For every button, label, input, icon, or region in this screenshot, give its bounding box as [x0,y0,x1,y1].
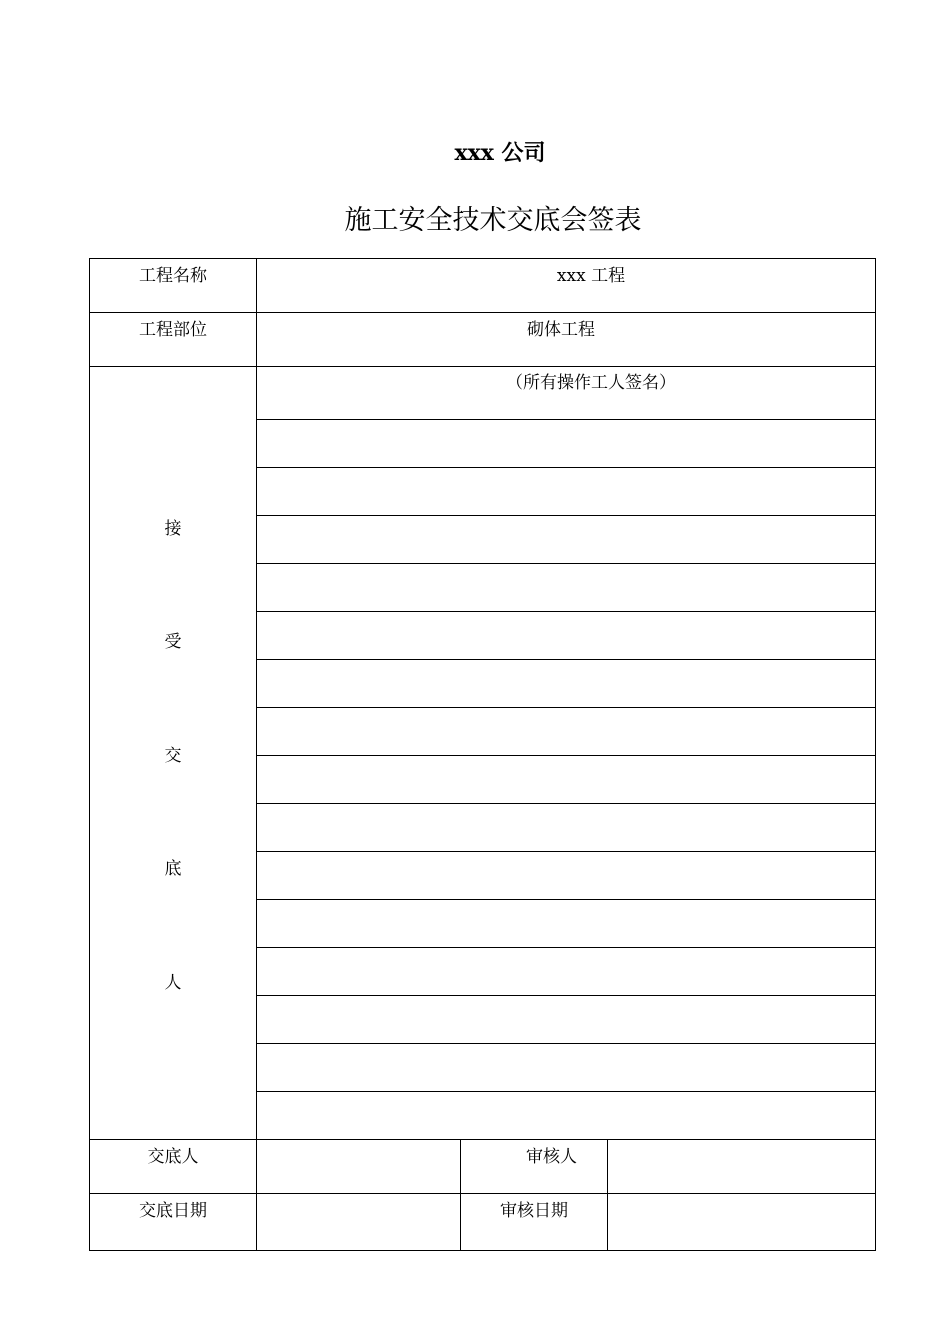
company-name: xxx 公司 [454,140,546,166]
brief-date-value[interactable] [257,1194,461,1251]
receiver-label-char: 受 [164,632,182,652]
receiver-label-char: 交 [164,746,182,766]
project-name-value[interactable]: xxx 工程 [257,259,876,313]
signature-cell[interactable] [257,708,876,756]
signature-cell[interactable] [257,996,876,1044]
receiver-label-char: 接 [164,519,182,539]
project-part-row [90,313,876,367]
reviewer-value[interactable] [608,1140,876,1194]
project-part-label: 工程部位 [90,313,257,367]
signature-header: （所有操作工人签名） [257,367,876,420]
signature-cell[interactable] [257,564,876,612]
signature-cell[interactable] [257,468,876,516]
receiver-label [90,367,256,1127]
project-name-row [90,259,876,313]
signature-cell[interactable] [257,1092,876,1140]
review-date-value[interactable] [608,1194,876,1251]
sign-off-table [89,258,876,1251]
signature-cell[interactable] [257,516,876,564]
receiver-label-char: 底 [164,859,182,879]
date-row [90,1194,876,1251]
reviewer-label: 审核人 [461,1140,608,1194]
signature-cell[interactable] [257,1044,876,1092]
signature-cell[interactable] [257,612,876,660]
project-name-label: 工程名称 [90,259,257,313]
project-part-value[interactable]: 砌体工程 [257,313,876,367]
signature-cell[interactable] [257,660,876,708]
review-date-label: 审核日期 [461,1194,608,1251]
briefer-row [90,1140,876,1194]
signature-cell[interactable] [257,852,876,900]
signature-cell[interactable] [257,804,876,852]
briefer-label: 交底人 [90,1140,257,1194]
receiver-label-char: 人 [164,973,182,993]
signature-cell[interactable] [257,900,876,948]
signature-cell[interactable] [257,948,876,996]
brief-date-label: 交底日期 [90,1194,257,1251]
receiver-label-cell [90,367,257,1140]
signature-cell[interactable] [257,420,876,468]
signature-row [90,367,876,420]
form-title: 施工安全技术交底会签表 [344,205,642,236]
briefer-value[interactable] [257,1140,461,1194]
signature-cell[interactable] [257,756,876,804]
